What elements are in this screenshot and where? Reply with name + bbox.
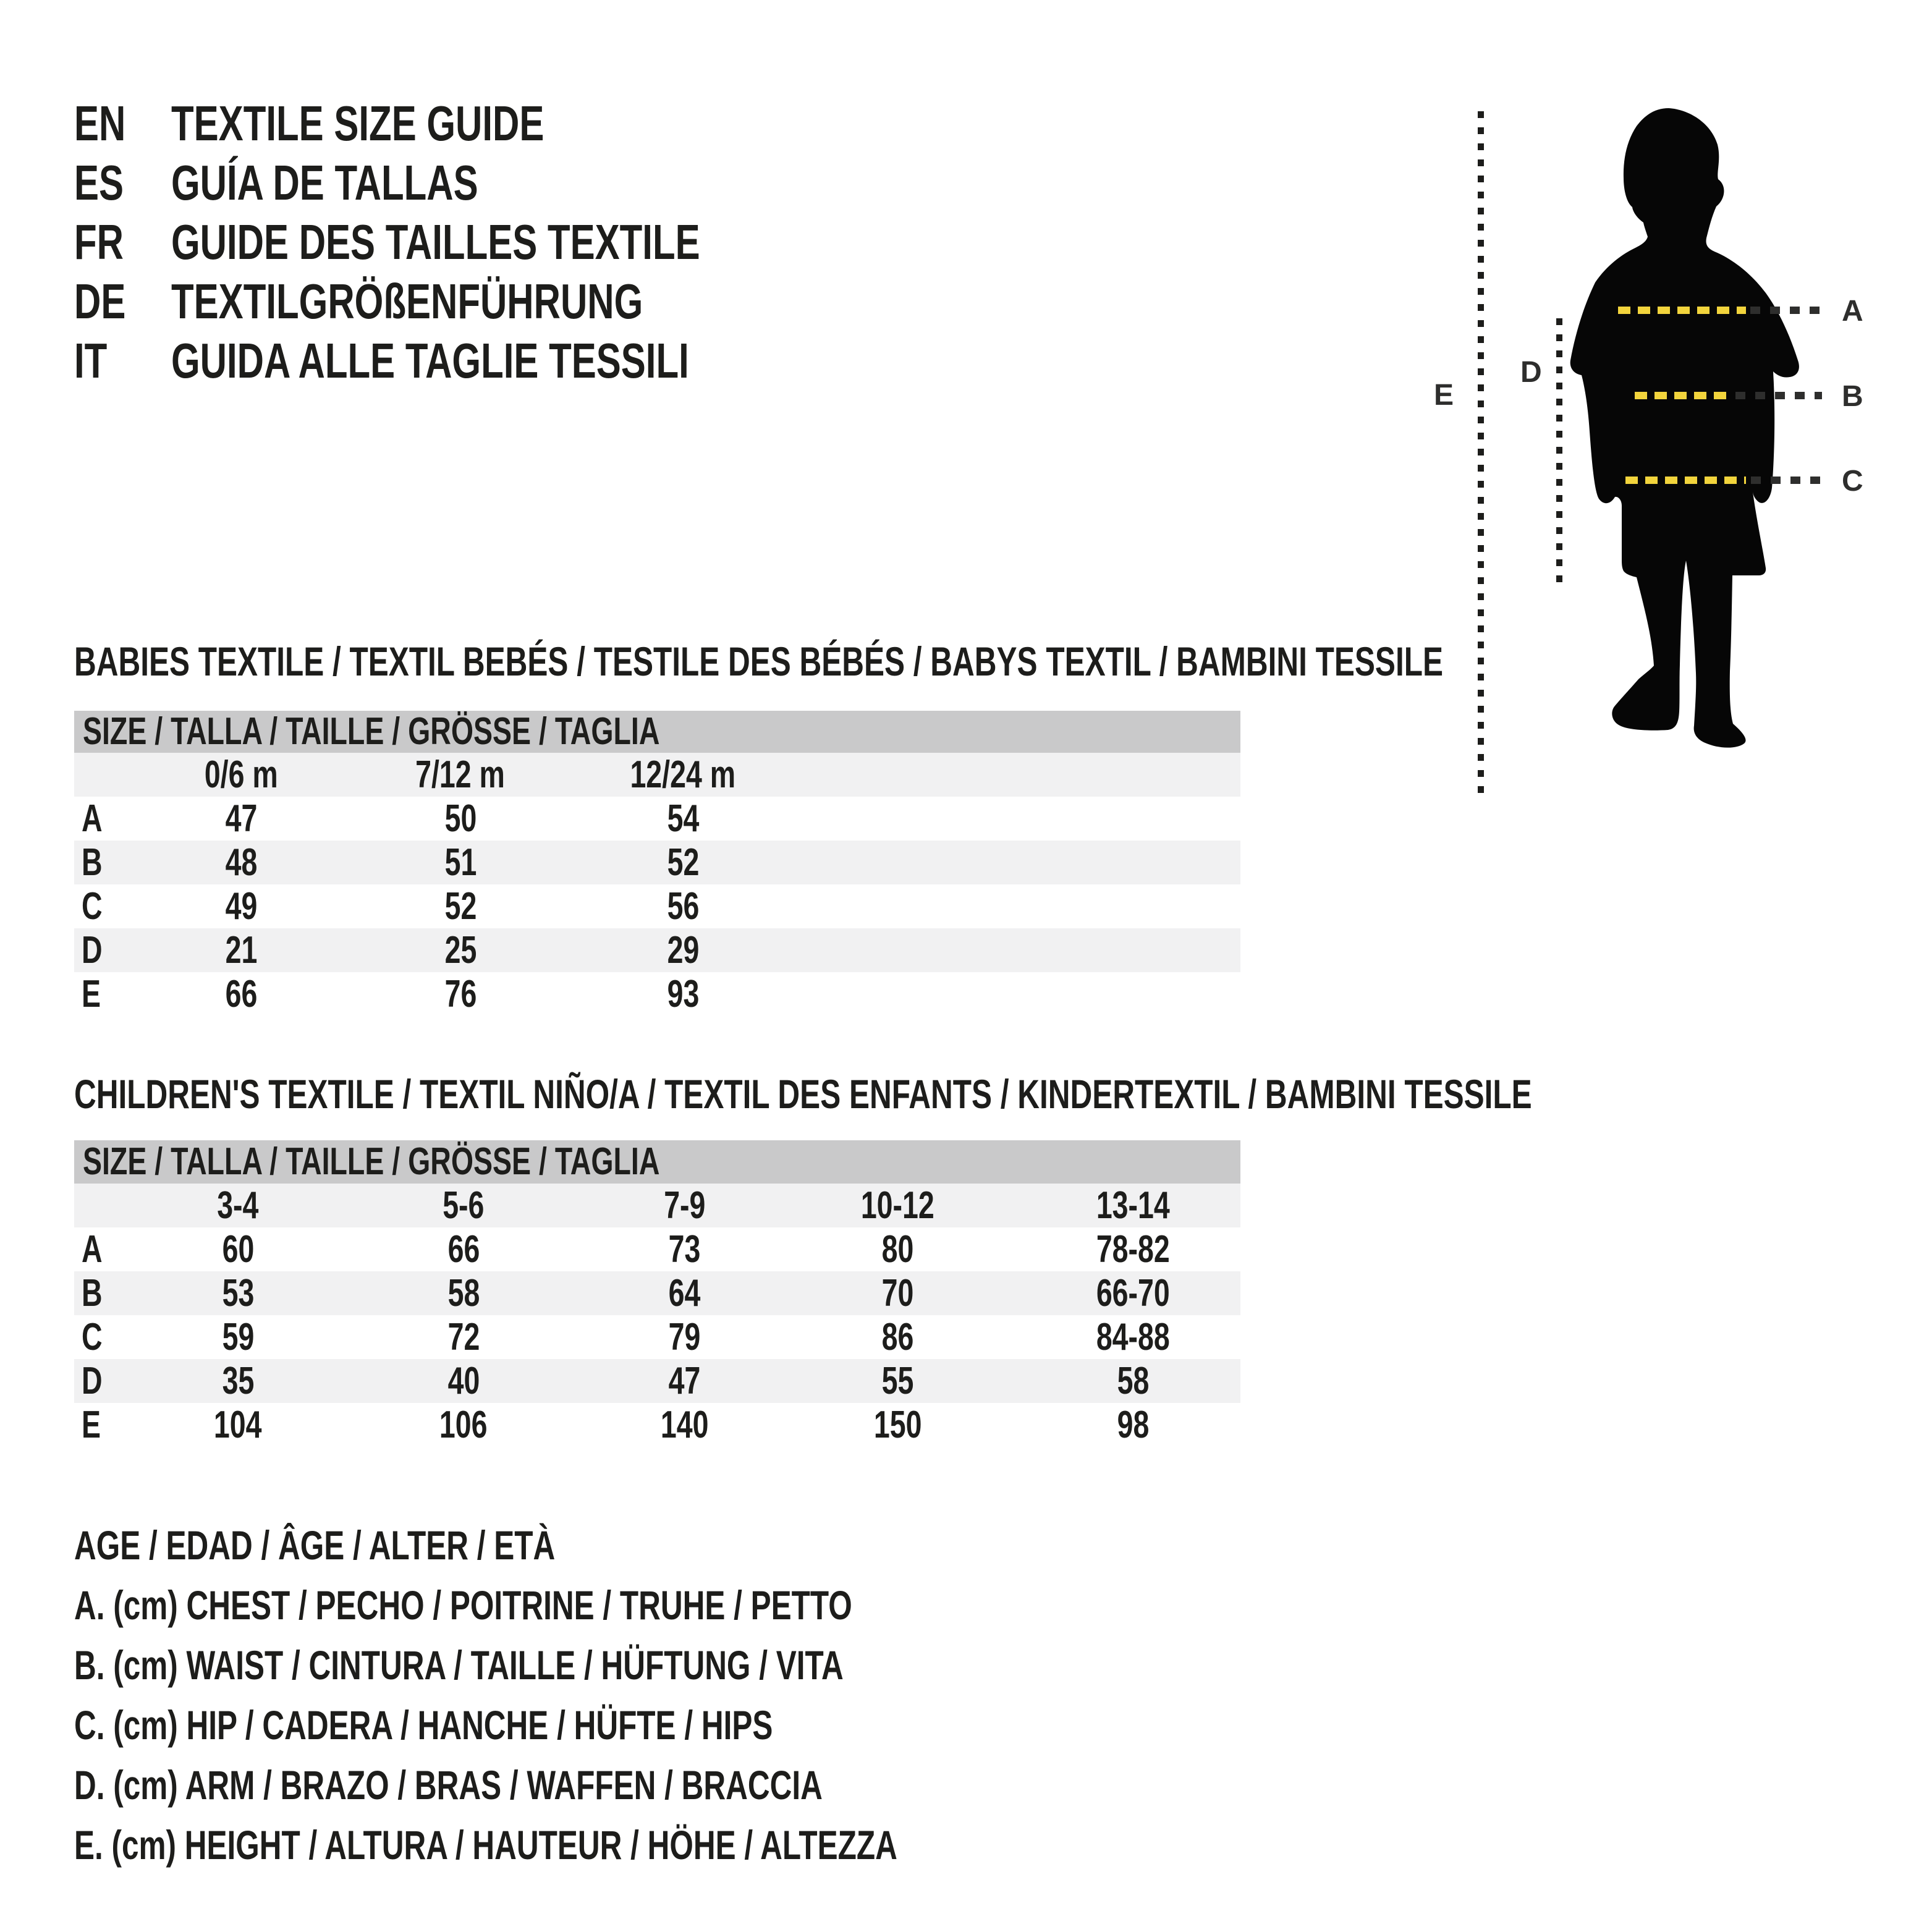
guide-title-es: GUÍA DE TALLAS: [171, 155, 478, 210]
row-label: D: [82, 929, 103, 972]
children-size-table: [74, 1184, 1240, 1447]
arm-label: D: [1520, 356, 1542, 389]
size-value: 35: [222, 1360, 254, 1402]
filler-cell: [779, 797, 1240, 841]
table-row: [74, 884, 1240, 928]
table-row: [74, 1271, 1240, 1315]
column-header: 7-9: [663, 1184, 706, 1227]
language-code: ES: [74, 155, 124, 210]
children-section-title: CHILDREN'S TEXTILE / TEXTIL NIÑO/A / TEXTIL DES ENFANTS / KINDERTEXTIL / BAMBINI TESSILE: [74, 1071, 1532, 1117]
row-label: C: [82, 885, 103, 928]
guide-title-de: TEXTILGRÖßENFÜHRUNG: [171, 274, 643, 329]
size-value: 47: [668, 1360, 701, 1402]
size-value: 86: [881, 1316, 914, 1358]
row-label: D: [82, 1360, 103, 1402]
height-label: E: [1434, 379, 1454, 412]
measurement-figure: [1409, 87, 1932, 816]
size-value: 29: [667, 929, 699, 972]
size-value: 54: [667, 797, 699, 840]
size-value: 64: [668, 1272, 701, 1315]
table-row: [74, 797, 1240, 841]
size-value: 56: [667, 885, 699, 928]
size-value: 150: [873, 1404, 922, 1446]
size-value: 98: [1117, 1404, 1150, 1446]
legend-height-line: E. (cm) HEIGHT / ALTURA / HAUTEUR / HÖHE / ALTEZZA: [74, 1822, 897, 1868]
table-row: [74, 1403, 1240, 1447]
size-value: 78-82: [1096, 1228, 1170, 1271]
size-value: 79: [668, 1316, 701, 1358]
size-value: 80: [881, 1228, 914, 1271]
table-row: [74, 972, 1240, 1016]
filler-cell: [779, 841, 1240, 884]
row-label: C: [82, 1316, 103, 1358]
corner-cell: [74, 1184, 148, 1227]
column-header-row: [74, 753, 1240, 797]
babies-size-table: [74, 753, 1240, 1016]
filler-cell: [779, 928, 1240, 972]
size-value: 106: [439, 1404, 488, 1446]
size-value: 52: [667, 841, 699, 884]
size-value: 66: [447, 1228, 480, 1271]
table-row: [74, 928, 1240, 972]
size-value: 52: [444, 885, 477, 928]
babies-table-header: SIZE / TALLA / TAILLE / GRÖSSE / TAGLIA: [74, 711, 1240, 753]
size-value: 51: [444, 841, 477, 884]
legend-chest-line: A. (cm) CHEST / PECHO / POITRINE / TRUHE / PETTO: [74, 1582, 852, 1628]
size-value: 55: [881, 1360, 914, 1402]
size-value: 58: [1117, 1360, 1150, 1402]
legend-age-line: AGE / EDAD / ÂGE / ALTER / ETÀ: [74, 1522, 556, 1568]
size-value: 84-88: [1096, 1316, 1170, 1358]
size-value: 53: [222, 1272, 254, 1315]
filler-cell: [779, 972, 1240, 1016]
column-header: 0/6 m: [204, 753, 278, 796]
filler-cell: [779, 753, 1240, 797]
size-value: 58: [447, 1272, 480, 1315]
size-value: 40: [447, 1360, 480, 1402]
column-header: 12/24 m: [630, 753, 736, 796]
size-value: 93: [667, 973, 699, 1015]
legend-arm-line: D. (cm) ARM / BRAZO / BRAS / WAFFEN / BRACCIA: [74, 1762, 823, 1808]
column-header: 7/12 m: [415, 753, 506, 796]
language-code: FR: [74, 214, 124, 269]
waist-label: B: [1842, 380, 1863, 413]
row-label: E: [82, 973, 101, 1015]
column-header: 13-14: [1096, 1184, 1170, 1227]
guide-title-it: GUIDA ALLE TAGLIE TESSILI: [171, 333, 689, 388]
size-value: 70: [881, 1272, 914, 1315]
size-value: 21: [225, 929, 257, 972]
chest-label: A: [1842, 295, 1863, 328]
measurement-figure-svg: [1409, 87, 1932, 816]
size-value: 49: [225, 885, 257, 928]
size-value: 50: [444, 797, 477, 840]
size-value: 76: [444, 973, 477, 1015]
table-row: [74, 1315, 1240, 1359]
legend-hip-line: C. (cm) HIP / CADERA / HANCHE / HÜFTE / HIPS: [74, 1702, 773, 1748]
column-header: 3-4: [217, 1184, 259, 1227]
babies-section-title: BABIES TEXTILE / TEXTIL BEBÉS / TESTILE DES BÉBÉS / BABYS TEXTIL / BAMBINI TESSILE: [74, 638, 1443, 684]
table-row: [74, 1359, 1240, 1403]
size-value: 48: [225, 841, 257, 884]
size-value: 59: [222, 1316, 254, 1358]
filler-cell: [779, 884, 1240, 928]
column-header-row: [74, 1184, 1240, 1227]
legend-waist-line: B. (cm) WAIST / CINTURA / TAILLE / HÜFTUNG / VITA: [74, 1642, 844, 1688]
corner-cell: [74, 753, 148, 797]
language-code: DE: [74, 274, 126, 329]
hip-label: C: [1842, 465, 1863, 498]
column-header: 5-6: [443, 1184, 485, 1227]
size-value: 47: [225, 797, 257, 840]
size-value: 72: [447, 1316, 480, 1358]
size-value: 66: [225, 973, 257, 1015]
language-code: EN: [74, 96, 126, 151]
size-value: 140: [660, 1404, 709, 1446]
row-label: B: [82, 1272, 103, 1315]
children-table-header: SIZE / TALLA / TAILLE / GRÖSSE / TAGLIA: [74, 1140, 1240, 1184]
size-value: 104: [214, 1404, 262, 1446]
row-label: B: [82, 841, 103, 884]
row-label: A: [82, 1228, 103, 1271]
size-value: 73: [668, 1228, 701, 1271]
size-value: 60: [222, 1228, 254, 1271]
column-header: 10-12: [861, 1184, 934, 1227]
table-row: [74, 1227, 1240, 1271]
row-label: A: [82, 797, 103, 840]
table-row: [74, 841, 1240, 884]
size-value: 66-70: [1096, 1272, 1170, 1315]
row-label: E: [82, 1404, 101, 1446]
size-value: 25: [444, 929, 477, 972]
guide-title-fr: GUIDE DES TAILLES TEXTILE: [171, 214, 700, 269]
language-code: IT: [74, 333, 108, 388]
guide-title-en: TEXTILE SIZE GUIDE: [171, 96, 544, 151]
